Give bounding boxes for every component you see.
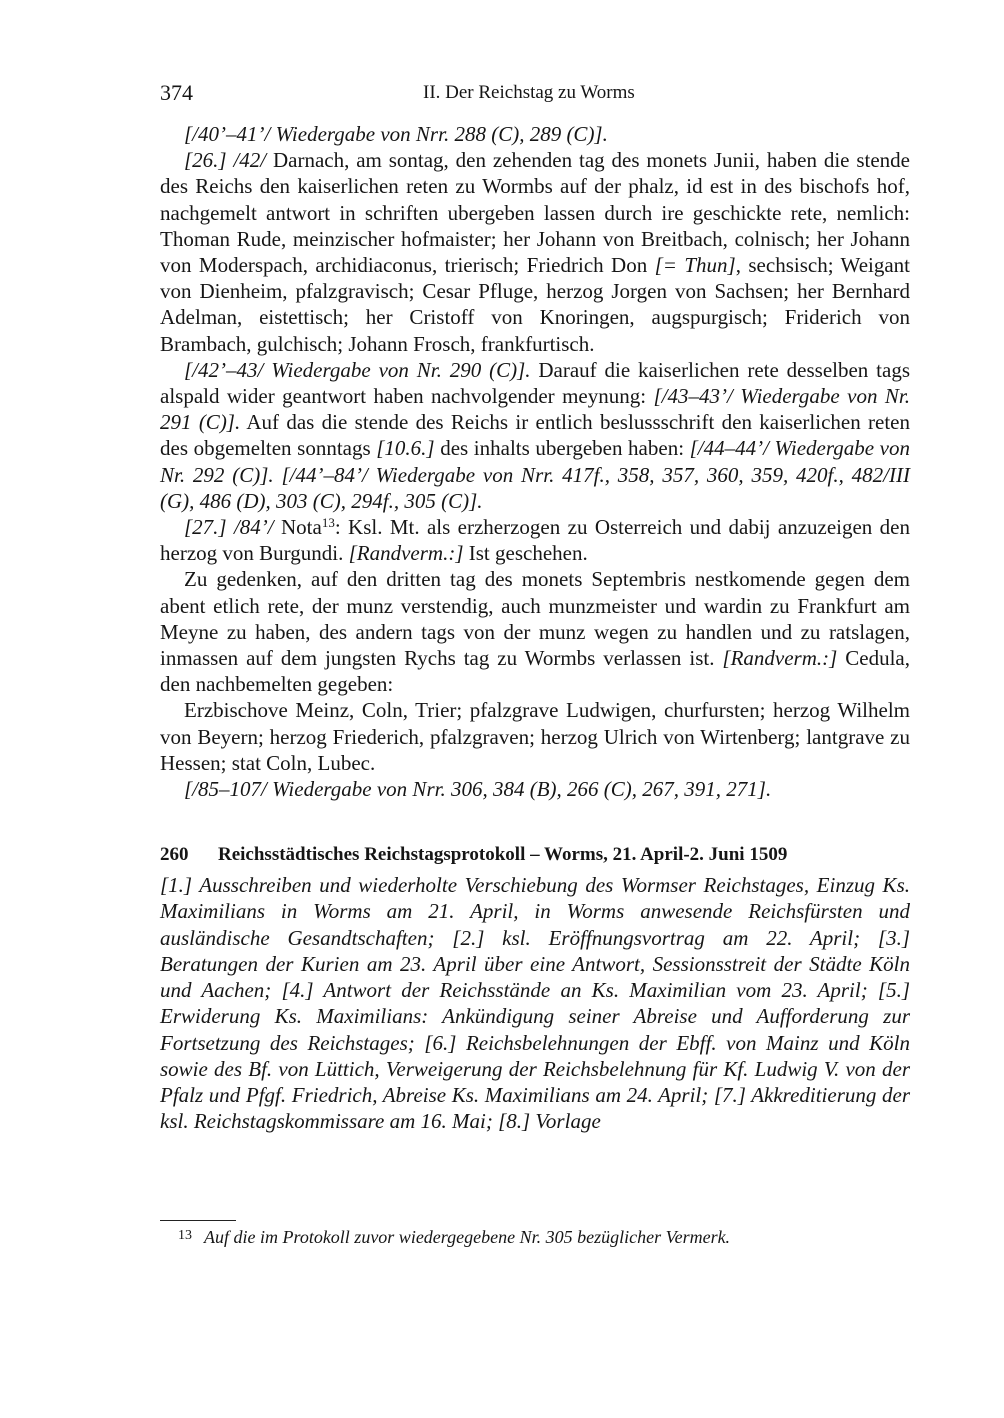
editorial-reference: [26.] /42/ bbox=[184, 148, 267, 173]
editorial-reference: [/40’–41’/ Wiedergabe von Nrr. 288 (C), 289 (C)]. bbox=[184, 122, 608, 146]
editorial-date: [10.6.] bbox=[376, 436, 435, 461]
footnote-rule bbox=[160, 1220, 236, 1221]
paragraph-text: Ist geschehen. bbox=[463, 541, 588, 566]
editorial-reference: [/42’–43/ Wiedergabe von Nr. 290 (C)]. bbox=[184, 357, 531, 382]
paragraph-2 bbox=[160, 147, 910, 357]
paragraph-7 bbox=[160, 776, 910, 802]
editorial-reference: [/43–43’/ Wiedergabe von Nr. 291 (C)]. bbox=[160, 384, 911, 435]
editorial-reference: [Randverm.:] bbox=[722, 646, 838, 671]
paragraph-text: des inhalts ubergeben haben: bbox=[434, 436, 690, 461]
footnote-number: 13 bbox=[178, 1228, 192, 1243]
paragraph-text: Cedula, den nachbemelten gegeben: bbox=[160, 646, 910, 697]
section-gap bbox=[160, 802, 910, 842]
page-number: 374 bbox=[160, 80, 193, 105]
paragraph-text: Auf das die stende des Reichs ir entlich beslussschrift den kaiserlichen reten des obgemelten sonntags bbox=[160, 410, 910, 461]
editorial-insert: [= Thun] bbox=[654, 253, 736, 278]
running-head: II. Der Reichstag zu Worms bbox=[423, 82, 635, 103]
main-text bbox=[160, 121, 910, 1134]
page bbox=[160, 0, 910, 1418]
paragraph-text: : Ksl. Mt. als erzherzogen zu Osterreich und dabij anzuzeigen den herzog von Burgundi. bbox=[160, 515, 910, 566]
editorial-reference: [27.] /84’/ bbox=[184, 515, 274, 540]
page-header bbox=[160, 80, 910, 108]
paragraph-4 bbox=[160, 514, 910, 566]
paragraph-text: Zu gedenken, auf den dritten tag des monets Septembris nestkomende gegen dem abent etlich rete, der munz verstendig, auch munzmeister und wardin zu Frankfurt am Meyne zu haben, des andern tags von der munz wegen zu handlen und zu ratslagen, inmassen auf dem jungsten Rychs tag zu Wormbs verlassen ist. bbox=[160, 567, 910, 671]
paragraph-text: , sechsisch; Weigant von Dienheim, pfalzgravisch; Cesar Pfluge, herzog Jorgen von Sachsen; her Bernhard Adelman, eistettisch; her Cristoff von Knoringen, augspurgisch; Friderich von Brambach, gulchisch; Johann Frosch, frankfurtisch. bbox=[160, 253, 911, 356]
document-heading bbox=[160, 842, 910, 868]
editorial-reference: [/85–107/ Wiedergabe von Nrr. 306, 384 (B), 266 (C), 267, 391, 271]. bbox=[184, 777, 772, 802]
editorial-reference: [/44–44’/ Wiedergabe von Nr. 292 (C)]. [/44’–84’/ Wiedergabe von Nrr. 417f., 358, 357, 360, 359, 420f., 482/III (G), 486 (D), 303 (C), 294f., 305 (C)]. bbox=[160, 436, 910, 513]
paragraph-text: Darauf die kaiserlichen rete desselben tags alspald wider geantwort haben nachvolgender meynung: bbox=[160, 357, 910, 409]
paragraph-1 bbox=[160, 121, 910, 147]
footnote-marker: 13 bbox=[321, 515, 335, 531]
document-number: 260 bbox=[160, 844, 189, 866]
paragraph-6 bbox=[160, 697, 910, 776]
footnote bbox=[178, 1227, 908, 1248]
paragraph-text: Darnach, am sontag, den zehenden tag des monets Junii, haben die stende des Reichs den kaiserlichen reten zu Wormbs auf der phalz, id est in des bischofs hof, nachgemelt antwort in schriften ubergeben lassen durch ire geschickte rete, nemlich: Thoman Rude, meinzischer hofmaister; her Johann von Breitbach, colnisch; her Johann von Moderspach, archidiaconus, trierisch; Friedrich Don bbox=[160, 148, 910, 278]
footnote-text: Auf die im Protokoll zuvor wiedergegebene Nr. 305 bezüglicher Vermerk. bbox=[204, 1227, 731, 1247]
paragraph-5 bbox=[160, 566, 910, 697]
paragraph-3 bbox=[160, 357, 910, 514]
document-summary: [1.] Ausschreiben und wiederholte Verschiebung des Wormser Reichstages, Einzug Ks. Maximilians in Worms am 21. April, in Worms anwesende Reichsfürsten und ausländische Gesandtschaften; [2.] ksl. Eröffnungsvortrag am 22. April; [3.] Beratungen der Kurien am 23. April über eine Antwort, Sessionsstreit der Städte Köln und Aachen; [4.] Antwort der Reichsstände an Ks. Maximilian vom 23. April; [5.] Erwiderung Ks. Maximilians: Ankündigung seiner Abreise und Aufforderung zur Fortsetzung des Reichstages; [6.] Reichsbelehnungen der Ebff. von Mainz und Köln sowie des Bf. von Lüttich, Verweigerung der Reichsbelehnung für Kf. Ludwig V. von der Pfalz und Pfgf. Friedrich, Abreise Ks. Maximilians am 24. April; [7.] Akkreditierung der ksl. Reichstagskommissare am 16. Mai; [8.] Vorlage bbox=[160, 873, 910, 1134]
paragraph-text: Nota bbox=[273, 515, 322, 540]
paragraph-text: Erzbischove Meinz, Coln, Trier; pfalzgrave Ludwigen, churfursten; herzog Wilhelm von Beyern; herzog Friederich, pfalzgraven; herzog Ulrich von Wirtenberg; lantgrave zu Hessen; stat Coln, Lubec. bbox=[160, 698, 910, 775]
document-title: Reichsstädtisches Reichstagsprotokoll – Worms, 21. April-2. Juni 1509 bbox=[218, 844, 788, 866]
editorial-reference: [Randverm.:] bbox=[348, 541, 464, 566]
